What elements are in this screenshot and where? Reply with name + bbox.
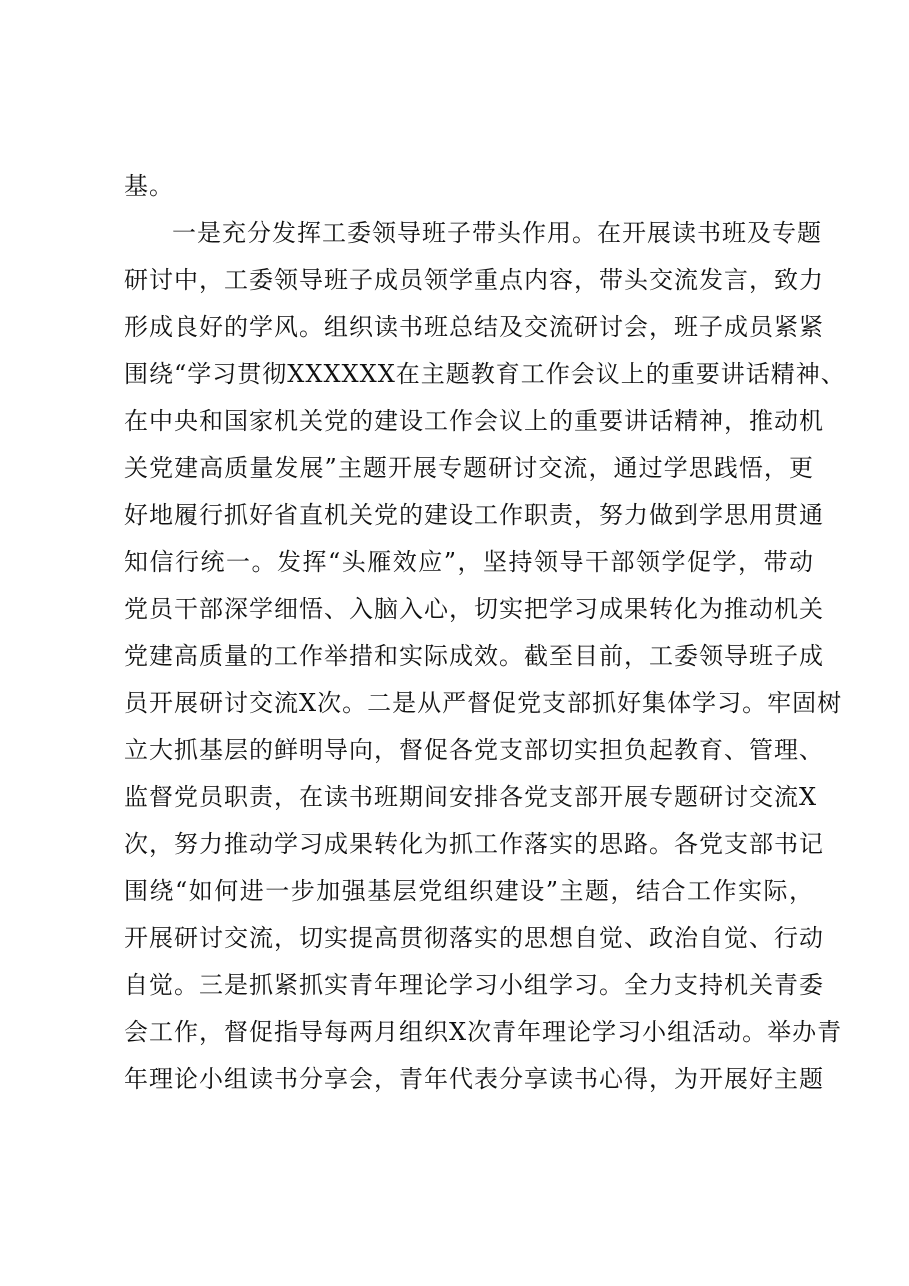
text-line: 次，努力推动学习成果转化为抓工作落实的思路。各党支部书记 <box>124 830 824 858</box>
text-line: 一是充分发挥工委领导班子带头作用。在开展读书班及专题 <box>172 219 822 247</box>
text-line: 年理论小组读书分享会，青年代表分享读书心得，为开展好主题 <box>124 1065 824 1093</box>
text-line: 立大抓基层的鲜明导向，督促各党支部切实担负起教育、管理、 <box>124 736 824 764</box>
text-line: 基。 <box>124 172 174 200</box>
text-line: 知信行统一。发挥“头雁效应”，坚持领导干部领学促学，带动 <box>124 548 814 576</box>
text-line: 党建高质量的工作举措和实际成效。截至目前，工委领导班子成 <box>124 642 824 670</box>
text-line: 研讨中，工委领导班子成员领学重点内容，带头交流发言，致力 <box>124 266 824 294</box>
text-line: 自觉。三是抓紧抓实青年理论学习小组学习。全力支持机关青委 <box>124 971 824 999</box>
text-line: 好地履行抓好省直机关党的建设工作职责，努力做到学思用贯通 <box>124 501 824 529</box>
text-line: 监督党员职责，在读书班期间安排各党支部开展专题研讨交流X <box>124 783 818 811</box>
text-line: 会工作，督促指导每两月组织X次青年理论学习小组活动。举办青 <box>124 1018 843 1046</box>
text-line: 开展研讨交流，切实提高贯彻落实的思想自觉、政治自觉、行动 <box>124 924 824 952</box>
text-line: 围绕“学习贯彻XXXXXX在主题教育工作会议上的重要讲话精神、 <box>124 360 846 388</box>
text-line: 形成良好的学风。组织读书班总结及交流研讨会，班子成员紧紧 <box>124 313 824 341</box>
text-line: 员开展研讨交流X次。二是从严督促党支部抓好集体学习。牢固树 <box>124 689 843 717</box>
text-line: 在中央和国家机关党的建设工作会议上的重要讲话精神，推动机 <box>124 407 824 435</box>
text-line: 围绕“如何进一步加强基层党组织建设”主题，结合工作实际， <box>124 877 814 905</box>
text-line: 党员干部深学细悟、入脑入心，切实把学习成果转化为推动机关 <box>124 595 824 623</box>
text-line: 关党建高质量发展”主题开展专题研讨交流，通过学思践悟，更 <box>124 454 814 482</box>
